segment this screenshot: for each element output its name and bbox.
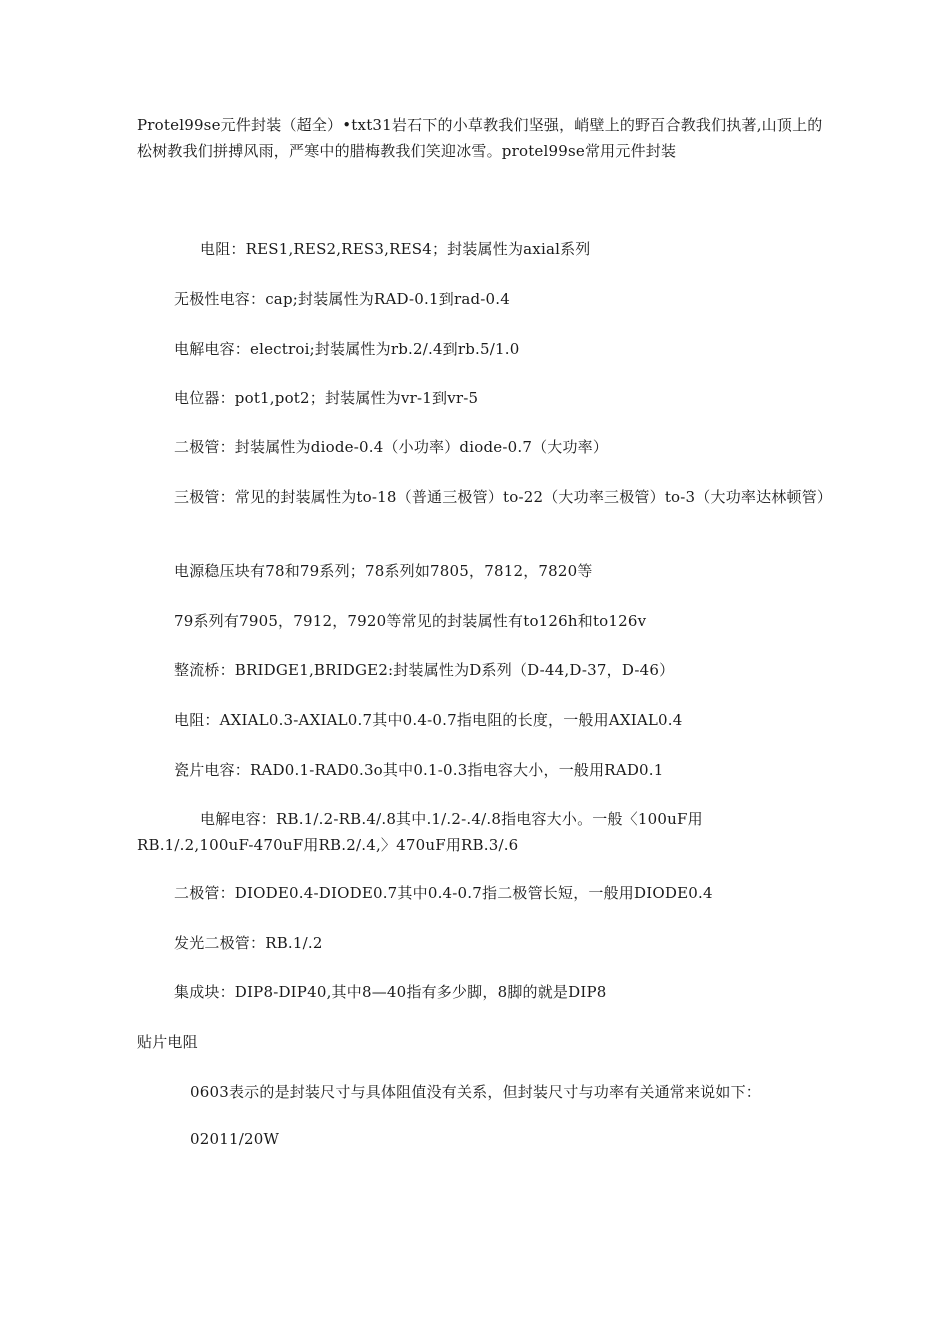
line-voltage-regulator-79: 79系列有7905，7912，7920等常见的封装属性有to126h和to126v	[174, 612, 647, 630]
line-ic-dip: 集成块：DIP8-DIP40,其中8—40指有多少脚，8脚的就是DIP8	[174, 983, 607, 1001]
line-electrolytic-capacitor: 电解电容：electroi;封装属性为rb.2/.4到rb.5/1.0	[174, 340, 520, 358]
line-0603-description: 0603表示的是封装尺寸与具体阻值没有关系，但封装尺寸与功率有关通常来说如下：	[190, 1083, 761, 1101]
line-transistor: 三极管：常见的封装属性为to-18（普通三极管）to-22（大功率三极管）to-3（大功率达林顿管）	[174, 488, 833, 506]
line-voltage-regulator-78: 电源稳压块有78和79系列；78系列如7805，7812，7820等	[174, 562, 593, 580]
line-resistor: 电阻：RES1,RES2,RES3,RES4；封装属性为axial系列	[200, 240, 591, 258]
line-electrolytic-capacitor-rb: 电解电容：RB.1/.2-RB.4/.8其中.1/.2-.4/.8指电容大小。一般〈100uF用RB.1/.2,100uF-470uF用RB.2/.4,〉470uF用RB.3/.6	[137, 810, 703, 854]
line-ceramic-capacitor: 瓷片电容：RAD0.1-RAD0.3o其中0.1-0.3指电容大小，一般用RAD0.1	[174, 761, 664, 779]
line-0201-power: 02011/20W	[190, 1130, 280, 1148]
line-nonpolar-capacitor: 无极性电容：cap;封装属性为RAD-0.1到rad-0.4	[174, 290, 510, 308]
line-resistor-axial: 电阻：AXIAL0.3-AXIAL0.7其中0.4-0.7指电阻的长度，一般用AXIAL0.4	[174, 711, 683, 729]
section-heading-smd-resistor: 贴片电阻	[137, 1033, 198, 1051]
line-diode: 二极管：封装属性为diode-0.4（小功率）diode-0.7（大功率）	[174, 438, 609, 456]
line-bridge-rectifier: 整流桥：BRIDGE1,BRIDGE2:封装属性为D系列（D-44,D-37，D-46）	[174, 661, 675, 679]
line-diode-package: 二极管：DIODE0.4-DIODE0.7其中0.4-0.7指二极管长短，一般用DIODE0.4	[174, 884, 713, 902]
line-led: 发光二极管：RB.1/.2	[174, 934, 323, 952]
intro-paragraph: Protel99se元件封装（超全）•txt31岩石下的小草教我们坚强，峭壁上的野百合教我们执著,山顶上的松树教我们拼搏风雨，严寒中的腊梅教我们笑迎冰雪。protel99se常用元件封装	[137, 116, 823, 160]
line-potentiometer: 电位器：pot1,pot2；封装属性为vr-1到vr-5	[174, 389, 479, 407]
